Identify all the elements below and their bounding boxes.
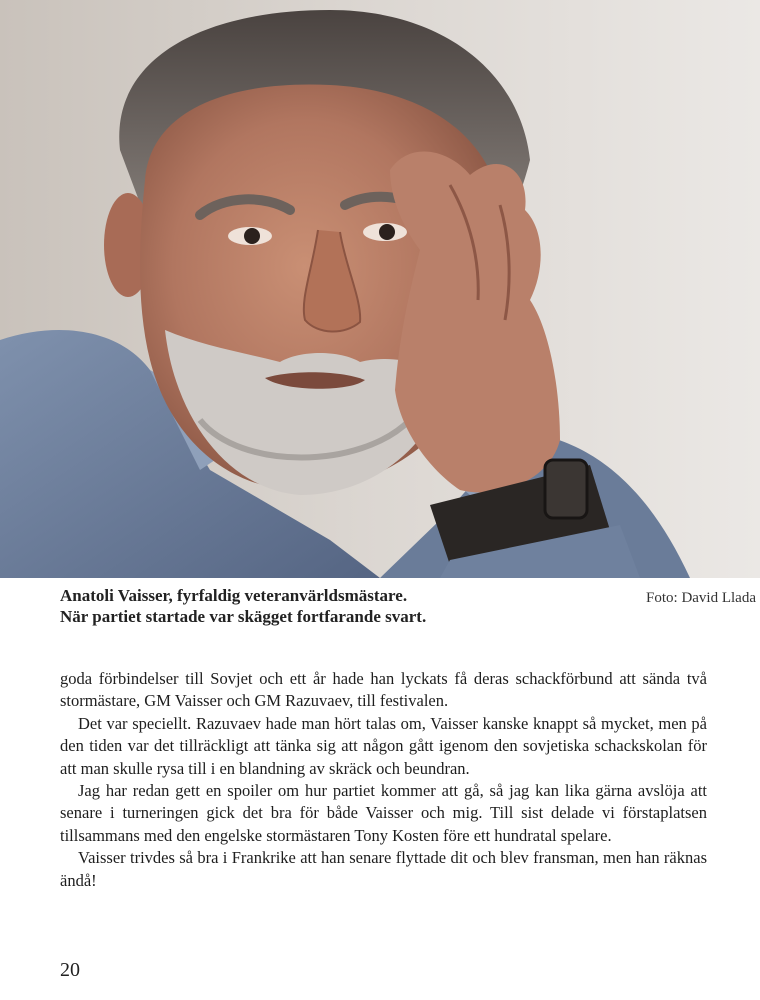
paragraph-4: Vaisser trivdes så bra i Frankrike att han senare flyttade dit och blev fransman, men han räknas ändå! [60,848,707,890]
page-number: 20 [60,959,80,981]
caption-line-2: När partiet startade var skägget fortfarande svart. [60,607,427,626]
paragraph-2: Det var speciellt. Razuvaev hade man hört talas om, Vaisser kanske knappt så mycket, men på den tiden var det tillräckligt att tänka sig att någon gått igenom den sovjetiska schackskolan för att man skulle rysa till i en blandning av skräck och beundran. [60,713,707,778]
paragraph-3: Jag har redan gett en spoiler om hur partiet kommer att gå, så jag kan lika gärna avslöja att senare i turneringen gick det bra för både Vaisser och mig. Till sist delade vi förstaplatsen tillsammans med den engelske stormästaren Tony Kosten före ett hundratal spelare. [60,781,707,845]
photo-credit: Foto: David Llada [646,590,756,606]
photo-caption [60,585,520,627]
caption-line-1: Anatoli Vaisser, fyrfaldig veteranvärldsmästare. [60,586,408,605]
paragraph-1: goda förbindelser till Sovjet och ett år hade han lyckats få deras schackförbund att sända två stormästare, GM Vaisser och GM Razuvaev, till festivalen. [60,669,707,711]
body-text [60,668,707,892]
